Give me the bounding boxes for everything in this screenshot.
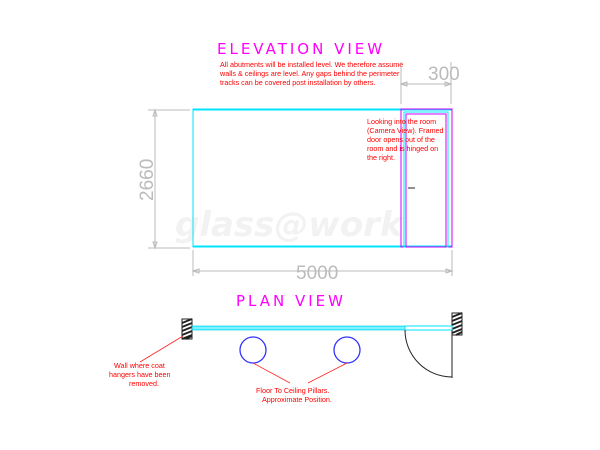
plan-door-swing: [405, 326, 452, 378]
door-note: [367, 117, 444, 162]
elevation-note: [219, 60, 403, 87]
height-label: 2660: [137, 158, 158, 201]
pillar-right: [334, 337, 360, 363]
wall-note-line: Wall where coat: [114, 361, 165, 370]
wall-note: [109, 361, 171, 388]
plan-view-title: PLAN VIEW: [236, 292, 346, 310]
elevation-note-line: tracks can be covered post installation by others.: [220, 78, 376, 87]
plan-partition: [192, 326, 405, 330]
elevation-view-title: ELEVATION VIEW: [217, 40, 386, 58]
width-label: 5000: [296, 263, 339, 284]
wall-note-line: hangers have been: [109, 370, 171, 379]
pillar-note-line: Approximate Position.: [262, 395, 332, 404]
door-width-dimension: [401, 62, 460, 104]
pillar-note-line: Floor To Ceiling Pillars.: [256, 386, 330, 395]
watermark: glass@work: [175, 205, 403, 245]
pillar-left: [240, 337, 266, 363]
door-width-label: 300: [428, 64, 460, 85]
door-note-line: Looking into the room: [367, 117, 437, 126]
wall-note-line: removed.: [129, 379, 159, 388]
door-note-line: the right.: [367, 153, 395, 162]
width-dimension: [193, 250, 452, 284]
door-note-line: door opens out of the: [367, 135, 435, 144]
door-note-line: (Camera View). Framed: [367, 126, 444, 135]
right-wall-hatch: [452, 313, 462, 335]
elevation-note-line: walls & ceilings are level. Any gaps behind the perimeter: [220, 69, 400, 78]
door-note-line: room and is hinged on: [367, 144, 439, 153]
elevation-note-line: All abutments will be installed level. We therefore assume: [220, 60, 404, 69]
left-wall-hatch: [182, 319, 192, 339]
pillar-note: [256, 386, 332, 404]
